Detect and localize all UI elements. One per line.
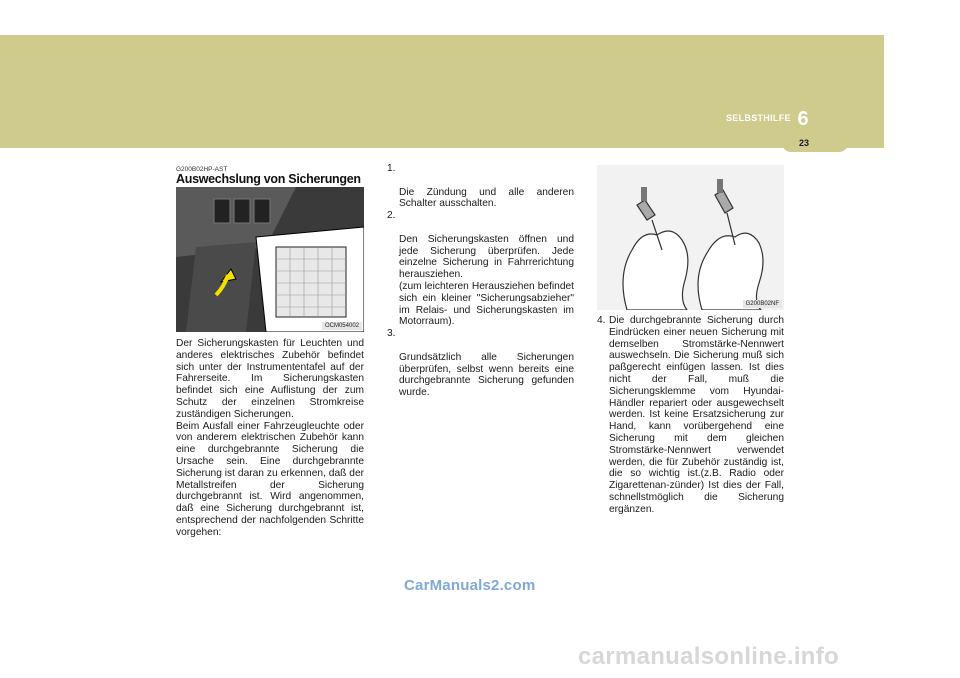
step-number: 4. (597, 315, 606, 326)
list-item (387, 328, 574, 399)
carmanuals-watermark: CarManuals2.com (404, 577, 536, 594)
fuse-replacement-photo (597, 165, 784, 310)
fuse-box-photo (176, 187, 364, 332)
figure-label: G200B02NF (743, 300, 782, 308)
list-item (387, 163, 574, 210)
step-text: Den Sicherungskasten öffnen und jede Sicherung überprüfen. Jede einzelne Sicherung in Fahrrerichtung herausziehen. (zum leichteren Herausziehen befindet sich ein kleiner "Sicherungsabzieher" im Relais- und Sicherungskasten im Motorraum). (399, 233, 574, 328)
step-text: Die durchgebrannte Sicherung durch Eindrücken einer neuen Sicherung mit demselben Stromstärke-Nennwert auswechseln. Die Sicherung muß sich paßgerecht einfügen lassen. Ist dies nicht der Fall, muß die Sicherungsklemme vom Hyundai-Händler repariert oder ausgewechselt werden. Ist keine Ersatzsicherung zur Hand, kann vorübergehend eine Sicherung mit dem gleichen Stromstärke-Nennwert verwendet werden, die für Zubehör zuständig ist, die so wichtig ist.(z.B. Radio oder Zigarettenan-zünder) Ist dies der Fall, schnellstmöglich die Sicherung ergänzen. (609, 315, 784, 515)
intro-paragraph: Der Sicherungskasten für Leuchten und anderes elektrisches Zubehör befindet sich unter der Instrumententafel auf der Fahrerseite. Im Sicherungskasten befindet sich eine Auflistung der zum Schutz der einzelnen Stromkreise zuständigen Sicherungen. Beim Ausfall einer Fahrzeugleuchte oder von anderem elektrischen Zubehör kann eine durchgebrannte Sicherung die Ursache sein. Eine durchgebrannte Sicherung ist daran zu erkennen, daß der Metallstreifen der Sicherung durchgebrannt ist. Wird angenommen, daß eine Sicherung durchgebrannt ist, entsprechend der nachfolgenden Schritte vorgehen: (176, 338, 364, 538)
section-number: 6 (797, 108, 809, 130)
page-number: 23 (798, 138, 809, 148)
list-item (597, 315, 784, 516)
footer-watermark: carmanualsonline.info (578, 643, 840, 670)
step-text: Die Zündung und alle anderen Schalter ausschalten. (399, 186, 574, 210)
figure-label: OCM054002 (322, 322, 362, 330)
hands-illustration (597, 165, 784, 310)
section-label: SELBSTHILFE (726, 113, 791, 123)
step-text: Grundsätzlich alle Sicherungen überprüfen, selbst wenn bereits eine durchgebrannte Sicherung gefunden wurde. (399, 351, 574, 399)
list-item (387, 210, 574, 328)
steps-list (387, 163, 574, 399)
step-number: 3. (387, 328, 396, 340)
section-heading: Auswechslung von Sicherungen (176, 172, 361, 186)
step-number: 1. (387, 163, 396, 174)
section-code: G200B02HP-AST (176, 166, 228, 173)
step-number: 2. (387, 210, 396, 222)
fuse-box-illustration (176, 187, 364, 332)
header-band (0, 35, 884, 148)
step-four (597, 315, 784, 516)
